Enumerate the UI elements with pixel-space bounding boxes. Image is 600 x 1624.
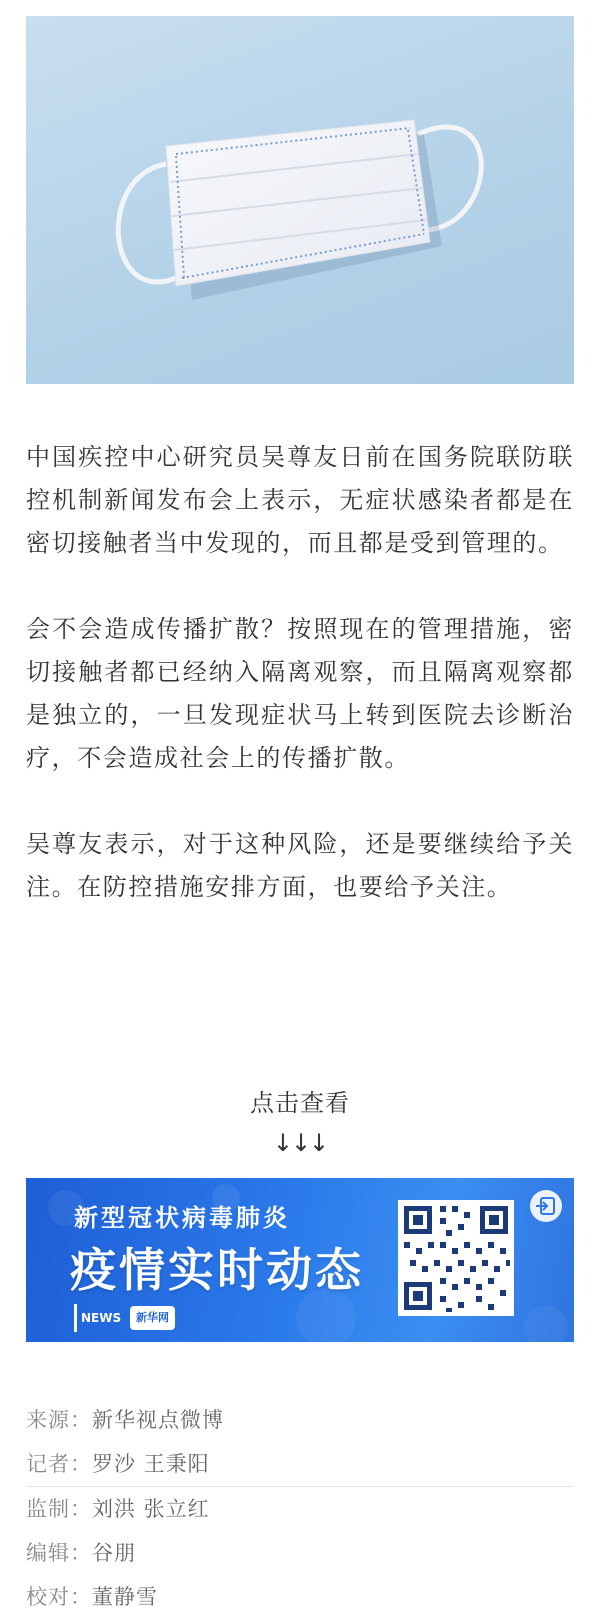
credit-label: 监制： (26, 1497, 92, 1521)
credits (26, 1398, 574, 1619)
banner-subtitle: 新型冠状病毒肺炎 (74, 1204, 290, 1232)
credit-label: 编辑： (26, 1541, 92, 1565)
credit-value: 董静雪 (92, 1585, 158, 1609)
banner-title: 疫情实时动态 (70, 1243, 364, 1297)
credit-label: 校对： (26, 1585, 92, 1609)
credit-label: 记者： (26, 1452, 92, 1476)
article-body (26, 436, 574, 952)
qr-code-icon[interactable] (398, 1200, 514, 1316)
article-paragraph: 会不会造成传播扩散？按照现在的管理措施，密切接触者都已经纳入隔离观察，而且隔离观察都是独立的，一旦发现症状马上转到医院去诊断治疗，不会造成社会上的传播扩散。 (26, 615, 574, 772)
credit-value: 刘洪 张立红 (92, 1497, 210, 1521)
credit-value: 谷朋 (92, 1541, 136, 1565)
epidemic-banner[interactable] (26, 1178, 574, 1342)
qr-code-graphic (398, 1200, 514, 1316)
surgical-mask-illustration (26, 16, 574, 384)
hero-image (26, 16, 574, 384)
credit-value: 罗沙 王秉阳 (92, 1452, 210, 1476)
credit-row-source (26, 1398, 574, 1442)
enter-arrow-graphic (530, 1190, 562, 1222)
cta-text: 点击查看 (250, 1089, 350, 1117)
down-arrows-icon: ↓↓↓ (272, 1129, 328, 1157)
credit-row-proofreader (26, 1575, 574, 1619)
cta-block (0, 1086, 600, 1158)
xinhua-logo: 新华网 (130, 1306, 175, 1330)
news-logo: NEWS (74, 1304, 125, 1332)
article-paragraph: 中国疾控中心研究员吴尊友日前在国务院联防联控机制新闻发布会上表示，无症状感染者都是在密切接触者当中发现的，而且都是受到管理的。 (26, 443, 574, 557)
credit-row-reporter (26, 1442, 574, 1486)
enter-icon[interactable] (530, 1190, 562, 1222)
credit-row-editor (26, 1531, 574, 1575)
credit-value: 新华视点微博 (92, 1408, 224, 1432)
credit-label: 来源： (26, 1408, 92, 1432)
credit-row-supervisor (26, 1486, 574, 1531)
article-paragraph: 吴尊友表示，对于这种风险，还是要继续给予关注。在防控措施安排方面，也要给予关注。 (26, 830, 574, 901)
